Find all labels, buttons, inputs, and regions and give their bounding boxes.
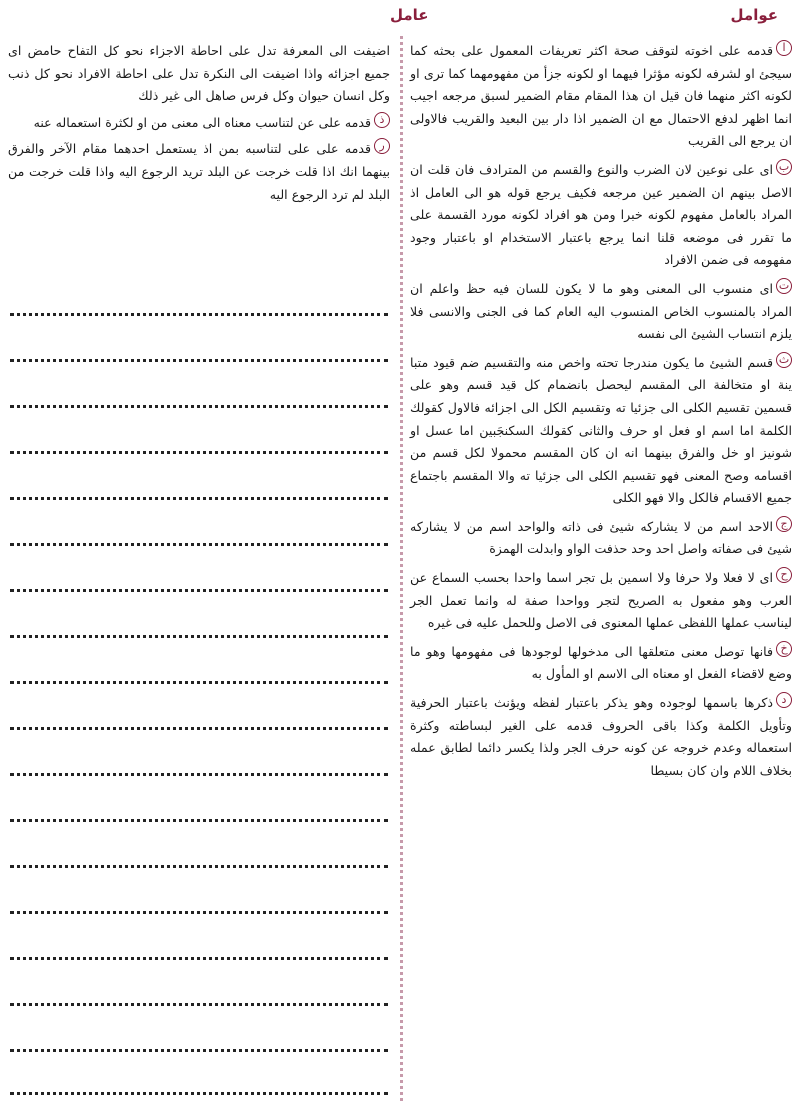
footnote-block bbox=[410, 352, 792, 510]
dotted-note-line bbox=[10, 727, 388, 730]
dotted-note-line bbox=[10, 773, 388, 776]
dotted-note-line bbox=[10, 1092, 388, 1095]
footnote-marker: ر bbox=[374, 138, 390, 154]
column-divider bbox=[400, 36, 403, 1101]
footnote-block bbox=[410, 641, 792, 686]
dotted-note-line bbox=[10, 957, 388, 960]
footnote-block bbox=[410, 567, 792, 635]
footnote-marker: ت bbox=[776, 278, 792, 294]
dotted-note-line bbox=[10, 589, 388, 592]
header-right-title: عوامل bbox=[730, 6, 778, 24]
header-middle-title: عامل bbox=[390, 6, 429, 24]
footnote-text: اى لا فعلا ولا حرفا ولا اسمين بل تجر اسما واحدا بحسب السماع عن العرب وهو مفعول به الصريح لتجر وواحدا صفة له وانما تعمل الجر ليناسب عملها اللفظى عملها المعنوى فى الاصل وللحمل عليه فى غيره bbox=[410, 570, 792, 631]
footnote-marker: ث bbox=[776, 352, 792, 368]
footnote-text: فانها توصل معنى متعلقها الى مدخولها لوجودها فى مفهومها وهو ما وضع لاقضاء الفعل او معناه الى الاسم او المأول به bbox=[410, 643, 792, 682]
right-commentary-column bbox=[410, 40, 792, 788]
dotted-note-line bbox=[10, 911, 388, 914]
footnote-text: قسم الشيئ ما يكون مندرجا تحته واخص منه والتقسيم ضم قيود متبا ينة او متخالفة الى المقسم ليحصل بانضمام كل قيد قسم وهو على قسمين تقسيم الكلى الى جزئيا ته وتقسيم الكل الى اجزائه فالاول كقولك الكلمة اما اسم او فعل او حرف والثانى كقولك السكنجَبين اما عسل او شونيز او خل والفرق بينهما انه ان كان المقسم محمولا لكل قسم من اقسامه وصح المعنى فهو تقسيم الكلى الى جزئيا ته والا المقسم باجتماع جميع الاقسام فالكل والا فهو الكلى bbox=[410, 354, 792, 506]
dotted-note-line bbox=[10, 543, 388, 546]
dotted-note-line bbox=[10, 865, 388, 868]
footnote-text: ذكرها باسمها لوجوده وهو يذكر باعتبار لفظه ويؤنث باعتبار الحرفية وتأويل الكلمة وكذا باقى الحروف قدمه على الغير لبساطته وكثرة استعماله وعدم خروجه عن كونه حرف الجر ولذا يكسر دائما لطابق عمله بخلاف اللام وان كان بسيطا bbox=[410, 695, 792, 778]
dotted-note-line bbox=[10, 681, 388, 684]
dotted-note-line bbox=[10, 497, 388, 500]
footnote-marker: ا bbox=[776, 40, 792, 56]
footnote-marker: د bbox=[776, 692, 792, 708]
footnote-text: اضيفت الى المعرفة تدل على احاطة الاجزاء نحو كل التفاح حامض اى جميع اجزائه واذا اضيفت الى النكرة تدل على احاطة الافراد نحو كل ذنب وكل انسان حيوان وكل فرس صاهل الى غير ذلك bbox=[8, 43, 390, 104]
footnote-text: قدمه على اخوته لتوقف صحة اكثر تعريفات المعمول على بحثه كما سيجئ او لشرفه لكونه مؤثرا فيهما او لكونه جزأ من مفهومهما كما ترى او لكونه اكثر منهما فان قيل ان هذا المقام مقام الضمير لسبق مرجعه اجيب انما اظهر لدفع الاحتمال مع ان الضمير اذا دار بين البعيد والقريب فالاولى ان يرجع الى القريب bbox=[410, 43, 792, 149]
footnote-block bbox=[410, 159, 792, 272]
footnote-block bbox=[8, 138, 390, 206]
dotted-note-line bbox=[10, 405, 388, 408]
dotted-note-line bbox=[10, 451, 388, 454]
left-commentary-column bbox=[8, 40, 390, 210]
dotted-note-line bbox=[10, 1003, 388, 1006]
footnote-text: اى على نوعين لان الضرب والنوع والقسم من المترادف فان قلت ان الاصل بينهم ان الضمير عين مرجعه فكيف يرجع قوله هو الى العامل اذ المراد بالعامل مفهوم لكونه خبرا ومن هو افراد لكونه مورد القسمة على ما تقرر فى موضعه قلنا انما يرجع باعتبار الاستخدام او باعتبار وجود مفهومه فى ضمن الافراد bbox=[410, 161, 792, 268]
footnote-text: الاحد اسم من لا يشاركه شيئ فى ذاته والواحد اسم من لا يشاركه شيئ فى صفاته واصل احد وحد حذفت الواو وابدلت الهمزة bbox=[410, 518, 792, 557]
footnote-block bbox=[8, 40, 390, 108]
footnote-block bbox=[410, 278, 792, 346]
dotted-note-line bbox=[10, 313, 388, 316]
dotted-note-line bbox=[10, 359, 388, 362]
dotted-note-line bbox=[10, 1049, 388, 1052]
footnote-marker: ذ bbox=[374, 112, 390, 128]
footnote-block bbox=[8, 112, 390, 135]
footnote-block bbox=[410, 516, 792, 561]
footnote-marker: ح bbox=[776, 567, 792, 583]
footnote-block bbox=[410, 40, 792, 153]
footnote-block bbox=[410, 692, 792, 782]
footnote-text: قدمه على على لتناسبه بمن اذ يستعمل احدهما مقام الآخر والفرق بينهما انك اذا قلت خرجت عن البلد تريد الرجوع اليه واذا قلت خرجت من البلد لم ترد الرجوع اليه bbox=[8, 141, 390, 202]
dotted-note-line bbox=[10, 635, 388, 638]
footnote-marker: ج bbox=[776, 516, 792, 532]
footnote-marker: ب bbox=[776, 159, 792, 175]
footnote-text: قدمه على عن لتناسب معناه الى معنى من او لكثرة استعماله عنه bbox=[33, 114, 371, 130]
footnote-marker: خ bbox=[776, 641, 792, 657]
footnote-text: اى منسوب الى المعنى وهو ما لا يكون للسان فيه حظ واعلم ان المراد بالمنسوب الخاص المنسوب اليه العام كما فى الجنى والانسى فلا يلزم انتساب الشيئ الى نفسه bbox=[410, 280, 792, 342]
dotted-note-line bbox=[10, 819, 388, 822]
